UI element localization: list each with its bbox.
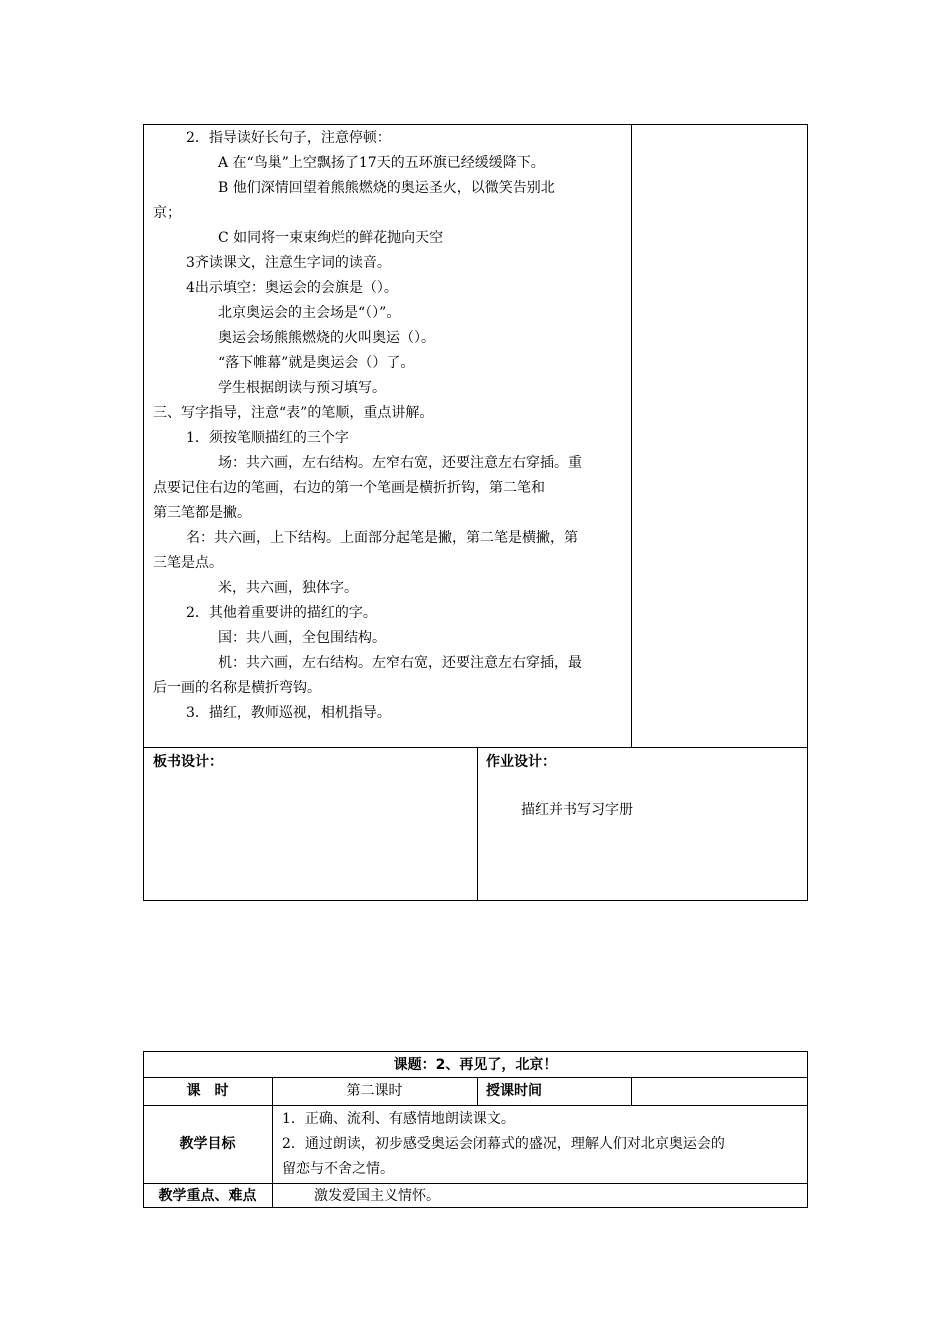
lesson-period-value: 第二课时 <box>346 1083 403 1099</box>
process-line: 奥运会场熊熊燃烧的火叫奥运（）。 <box>218 330 435 346</box>
teaching-goal-item: 2．通过朗读，初步感受奥运会闭幕式的盛况，理解人们对北京奥运会的 <box>282 1136 725 1152</box>
process-line: 第三笔都是撇。 <box>153 505 251 521</box>
teaching-goal-item: 1．正确、流利、有感情地朗读课文。 <box>282 1111 515 1127</box>
process-line: 京； <box>153 205 181 221</box>
homework-design-label: 作业设计： <box>486 754 556 770</box>
process-line: 米，共六画，独体字。 <box>218 580 358 596</box>
lower-table-time-value-divider <box>631 1077 632 1105</box>
lower-table-row-divider <box>143 1183 808 1184</box>
process-line: 点要记住右边的笔画，右边的第一个笔画是横折折钩，第二笔和 <box>153 480 545 496</box>
key-points-label: 教学重点、难点 <box>158 1188 257 1204</box>
lesson-period-label: 课 时 <box>186 1083 229 1099</box>
process-line: 1．须按笔顺描红的三个字 <box>186 430 349 446</box>
process-line: “落下帷幕”就是奥运会（）了。 <box>218 355 415 371</box>
lower-table-time-label-divider <box>477 1077 478 1105</box>
teaching-time-label: 授课时间 <box>486 1083 542 1099</box>
homework-design-text: 描红并书写习字册 <box>521 802 633 818</box>
process-line: 三、写字指导，注意“表”的笔顺，重点讲解。 <box>153 405 434 421</box>
process-line: 学生根据朗读与预习填写。 <box>218 380 386 396</box>
board-design-label: 板书设计： <box>153 754 223 770</box>
process-line: C 如同将一束束绚烂的鲜花抛向天空 <box>218 230 444 246</box>
upper-table-right-column-divider <box>631 124 632 748</box>
process-line: A 在“鸟巢”上空飘扬了17天的五环旗已经缓缓降下。 <box>218 155 545 171</box>
process-line: 后一画的名称是横折弯钩。 <box>153 680 321 696</box>
teaching-goals-label: 教学目标 <box>179 1136 236 1152</box>
upper-table-row-divider <box>143 747 808 748</box>
process-line: 4出示填空：奥运会的会旗是（）。 <box>186 280 398 296</box>
process-line: 场：共六画，左右结构。左窄右宽，还要注意左右穿插。重 <box>218 455 582 471</box>
process-line: 3．描红，教师巡视，相机指导。 <box>186 705 391 721</box>
process-line: 机：共六画，左右结构。左窄右宽，还要注意左右穿插，最 <box>218 655 582 671</box>
process-line: 北京奥运会的主会场是“（）”。 <box>218 305 401 321</box>
lower-table-row-divider <box>143 1105 808 1106</box>
lesson-title: 课题：2、再见了，北京！ <box>393 1057 558 1073</box>
process-line: 名：共六画，上下结构。上面部分起笔是撇，第二笔是横撇，第 <box>186 530 578 546</box>
process-line: 三笔是点。 <box>153 555 223 571</box>
process-line: 2．其他着重要讲的描红的字。 <box>186 605 377 621</box>
process-line: 国：共八画，全包围结构。 <box>218 630 386 646</box>
process-line: 2．指导读好长句子，注意停顿： <box>186 130 391 146</box>
teaching-goal-item: 留恋与不舍之情。 <box>282 1161 394 1177</box>
key-points-text: 激发爱国主义情怀。 <box>314 1188 440 1204</box>
process-line: B 他们深情回望着熊熊燃烧的奥运圣火，以微笑告别北 <box>218 180 555 196</box>
upper-table-design-divider <box>477 747 478 901</box>
lower-table-row-divider <box>143 1077 808 1078</box>
process-line: 3齐读课文，注意生字词的读音。 <box>186 255 391 271</box>
